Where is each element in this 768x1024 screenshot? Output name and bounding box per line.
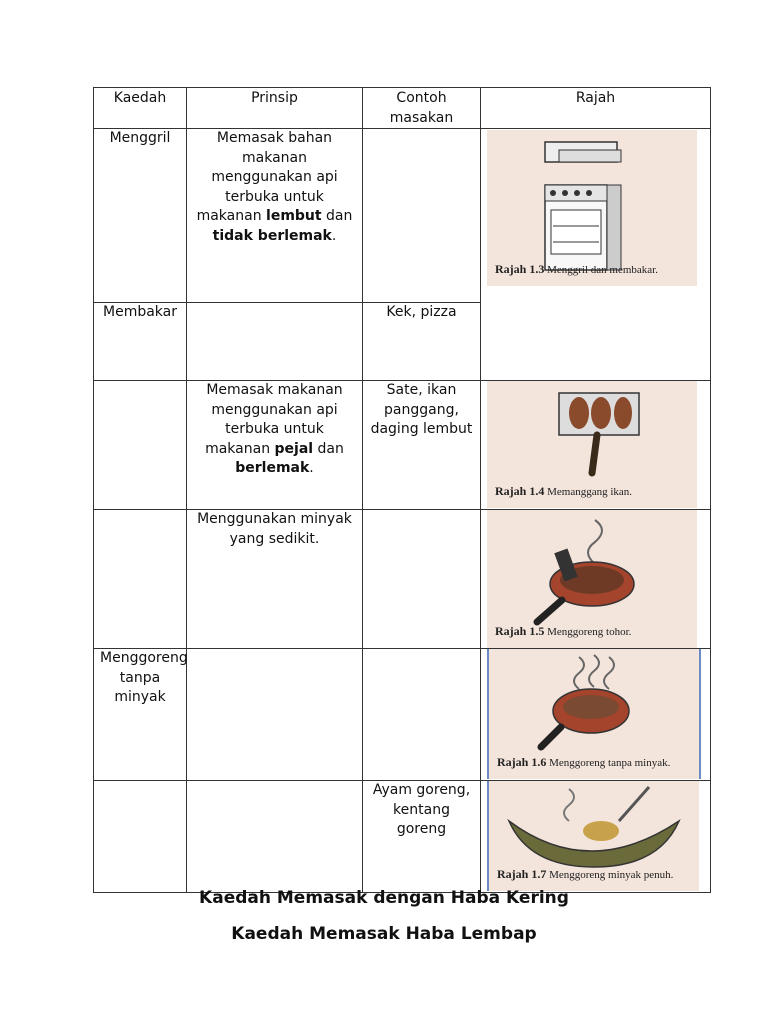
cell-kaedah (94, 510, 187, 649)
title-moist-heat: Kaedah Memasak Haba Lembap (231, 924, 537, 944)
figure-caption (495, 260, 658, 281)
figure-grilled-fish (487, 381, 697, 508)
cell-rajah (481, 781, 711, 893)
cell-kaedah (94, 381, 187, 510)
table-row (94, 129, 711, 303)
cell-contoh: Ayam goreng, kentang goreng (363, 781, 481, 893)
prinsip-bold: pejal (274, 440, 314, 457)
cell-kaedah: Menggril (94, 129, 187, 303)
cell-contoh (363, 129, 481, 303)
cell-kaedah: Membakar (94, 303, 187, 381)
figure-grill-oven (487, 130, 697, 286)
caption-num: Rajah 1.6 (497, 754, 547, 769)
prinsip-text: dan (317, 440, 344, 457)
cooking-methods-table (93, 87, 711, 893)
caption-num: Rajah 1.4 (495, 483, 545, 498)
caption-text: Menggoreng minyak penuh. (549, 868, 674, 881)
caption-text: Memanggang ikan. (547, 485, 633, 498)
title-dry-heat: Kaedah Memasak dengan Haba Kering (199, 888, 569, 908)
cell-rajah (481, 129, 711, 381)
prinsip-bold: lembut (266, 208, 322, 224)
figure-deep-fry (487, 781, 699, 891)
table-row (94, 510, 711, 649)
header-rajah: Rajah (481, 88, 711, 129)
cell-prinsip (187, 129, 363, 303)
cell-contoh (363, 649, 481, 781)
cell-kaedah: Menggoreng tanpa minyak (94, 649, 187, 781)
figure-caption (497, 865, 673, 886)
cell-prinsip: Menggunakan minyak yang sedikit. (187, 510, 363, 649)
cell-rajah (481, 649, 711, 781)
prinsip-text: dan (326, 208, 353, 224)
table-row (94, 781, 711, 893)
prinsip-bold: tidak berlemak (212, 227, 332, 244)
header-prinsip: Prinsip (187, 88, 363, 129)
caption-num: Rajah 1.7 (497, 866, 547, 881)
cell-prinsip (187, 303, 363, 381)
figure-caption (495, 622, 631, 643)
caption-text: Menggoreng tanpa minyak. (549, 756, 671, 769)
figure-caption (495, 482, 632, 503)
prinsip-text: Memasak bahan makanan menggunakan api terbuka untuk makanan (196, 130, 338, 224)
cell-kaedah (94, 781, 187, 893)
cell-prinsip (187, 649, 363, 781)
header-row (94, 88, 711, 129)
cell-prinsip (187, 381, 363, 510)
caption-text: Menggoreng tohor. (547, 625, 632, 638)
cell-rajah (481, 381, 711, 510)
cell-contoh: Sate, ikan panggang, daging lembut (363, 381, 481, 510)
prinsip-bold: berlemak (235, 460, 310, 476)
caption-num: Rajah 1.5 (495, 623, 545, 638)
caption-text: Menggril dan membakar. (547, 263, 658, 276)
prinsip-text: . (331, 227, 337, 244)
table-row (94, 381, 711, 510)
cell-rajah (481, 510, 711, 649)
caption-num: Rajah 1.3 (495, 261, 545, 276)
header-contoh: Contoh masakan (363, 88, 481, 129)
cell-contoh (363, 510, 481, 649)
header-kaedah: Kaedah (94, 88, 187, 129)
figure-caption (497, 753, 670, 774)
figure-dry-fry (487, 649, 701, 779)
table-row (94, 649, 711, 781)
figure-shallow-fry (487, 510, 697, 648)
prinsip-text: Memasak makanan menggunakan api terbuka untuk makanan (205, 382, 343, 457)
prinsip-text: . (309, 460, 314, 476)
cell-prinsip (187, 781, 363, 893)
cell-contoh: Kek, pizza (363, 303, 481, 381)
